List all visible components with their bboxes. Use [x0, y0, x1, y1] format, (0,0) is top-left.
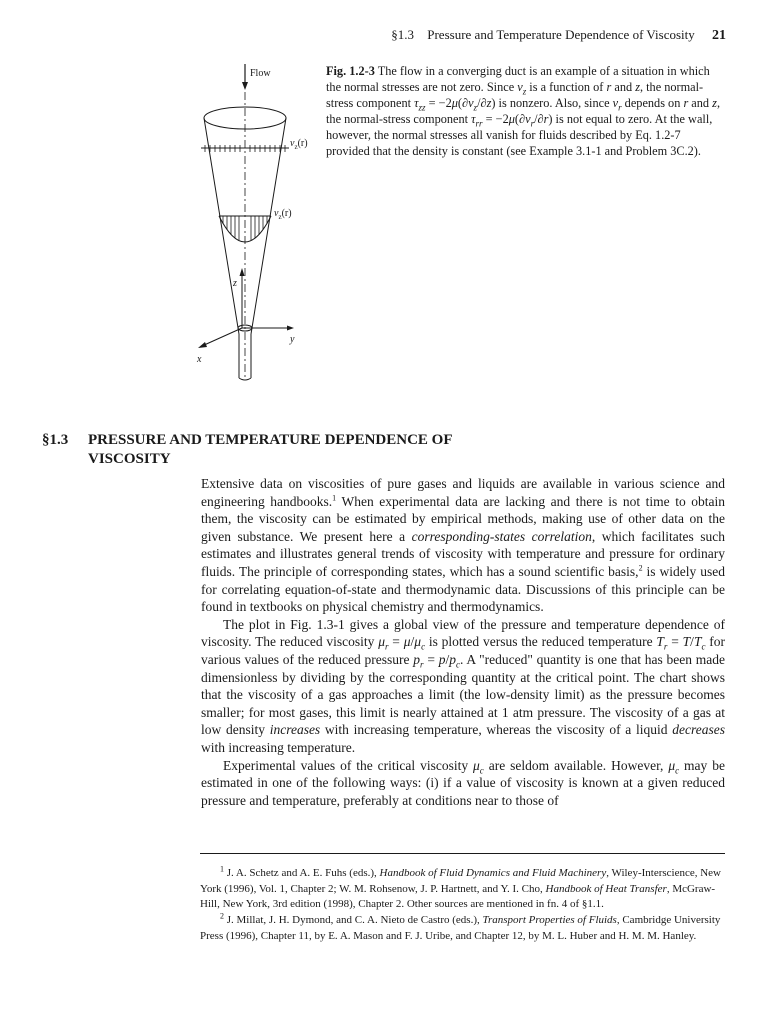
page-number: 21 [712, 28, 726, 43]
z-axis-label: z [233, 278, 237, 289]
caption-text-7: and [688, 96, 713, 110]
lower-velocity-label: $v_z(r)$ [274, 208, 292, 221]
x-axis [202, 328, 242, 346]
caption-text-1: The flow in a converging duct is an example of a situation in which the normal stresses are not zero. Since [326, 64, 710, 94]
section-heading [42, 431, 642, 469]
footnote-ref-1[interactable]: 1 [332, 493, 337, 503]
figure-label: Fig. 1.2-3 [326, 64, 375, 78]
duct-wall-left [204, 118, 239, 334]
x-axis-label: x [197, 354, 202, 365]
z-axis-arrowhead [240, 268, 245, 276]
flow-label: Flow [250, 68, 271, 79]
caption-text-2: is a function of [526, 80, 607, 94]
running-head-title: Pressure and Temperature Dependence of Viscosity [427, 27, 695, 42]
duct-wall-right [251, 118, 286, 334]
footnote-rule [200, 853, 725, 854]
caption-text-9: is not equal to zero. At the wall, however, the normal stresses all vanish for fluids described by Eq. 1.2-7 provided that the density is constant (see Example 3.1-1 and Problem 3C.2). [326, 112, 713, 158]
duct-exit-pipe [239, 334, 251, 380]
paragraph-2: The plot in Fig. 1.3-1 gives a global view of the pressure and temperature dependence of viscosity. The reduced viscosity $\mu_r = \mu/\mu_c$ is plotted versus the reduced temperature $T_r = T/T_c$ for various values of the reduced pressure $p_r = p/p_c$. A "reduced" quantity is one that has been made dimensionless by dividing by the corresponding quantity at the critical point. The chart shows that the viscosity of a gas approaches a limit (the low-density limit) as the pressure becomes smaller; for most gases, this limit is nearly attained at 1 atm pressure. The viscosity of a gas at low density increases with increasing temperature, whereas the viscosity of a liquid decreases with increasing temperature. [201, 616, 726, 755]
converging-duct-figure [190, 58, 320, 388]
caption-text-3: and [611, 80, 636, 94]
flow-arrow-head [242, 82, 248, 90]
caption-text-8: , the normal-stress component [326, 96, 721, 126]
caption-text-5: is nonzero. Also, since [495, 96, 613, 110]
footnotes [200, 866, 725, 945]
footnote-ref-2[interactable]: 2 [638, 563, 643, 573]
upper-velocity-label: $v_z(r)$ [290, 138, 308, 151]
section-number: §1.3 [42, 432, 69, 448]
caption-text-6: depends on [621, 96, 684, 110]
body-text [201, 475, 725, 809]
footnote-1: $^1$ J. A. Schetz and A. E. Fuhs (eds.), Handbook of Fluid Dynamics and Fluid Machinery, Wiley-Interscience, New York (1996), Vol. 1, Chapter 2; W. M. Rohsenow, J. P. Hartnett, and Y. I. Cho, Handbook of Heat Transfer, McGraw-Hill, New York, 3rd edition (1998), Chapter 2. Other sources are mentioned in fn. 4 of §1.1. [200, 864, 722, 911]
running-head [360, 27, 726, 44]
y-axis-label: y [290, 334, 295, 345]
x-axis-arrowhead [198, 342, 207, 348]
figure-caption: Fig. 1.2-3 The flow in a converging duct is an example of a situation in which the normal stresses are not zero. Since $v_z$ is a function of r and z, the normal-stress component $\tau_{zz} = -2\mu(\partial v_z/\partial z)$ is nonzero. Also, since $v_r$ depends on r and z, the normal-stress component $\tau_{rr} = -2\mu(\partial v_r/\partial r)$ is not equal to zero. At the wall, however, the normal stresses all vanish for fluids described by Eq. 1.2-7 provided that the density is constant (see Example 3.1-1 and Problem 3C.2). [326, 64, 721, 158]
paragraph-1: Extensive data on viscosities of pure gases and liquids are available in various science and engineering handbooks.$^1$ When experimental data are lacking and there is not time to obtain them, the viscosity can be estimated by empirical methods, making use of other data on the given substance. We present here a corresponding-states correlation, which facilitates such estimates and illustrates general trends of viscosity with temperature and pressure for ordinary fluids. The principle of corresponding states, which has a sound scientific basis,$^2$ is widely used for correlating equation-of-state and thermodynamic data. Discussions of this principle can be found in textbooks on physical chemistry and thermodynamics. [201, 476, 726, 615]
converging-duct-diagram [190, 58, 320, 388]
y-axis-arrowhead [287, 326, 294, 331]
paragraph-3: Experimental values of the critical viscosity $\mu_c$ are seldom available. However, $\mu_c$ may be estimated in one of the following ways: (i) if a value of viscosity is known at a given reduced pressure and temperature, preferably at conditions near to those of [201, 757, 725, 808]
running-head-section: §1.3 [391, 27, 414, 42]
section-title: PRESSURE AND TEMPERATURE DEPENDENCE OF VISCOSITY [88, 432, 452, 467]
caption-text-4: , the normal-stress component [326, 80, 704, 110]
footnote-2: $^2$ J. Millat, J. H. Dymond, and C. A. Nieto de Castro (eds.), Transport Properties of Fluids, Cambridge University Press (1996), Chapter 11, by E. A. Mason and F. J. Uribe, and Chapter 12, by M. L. Huber and H. M. M. Hanley. [200, 911, 721, 942]
